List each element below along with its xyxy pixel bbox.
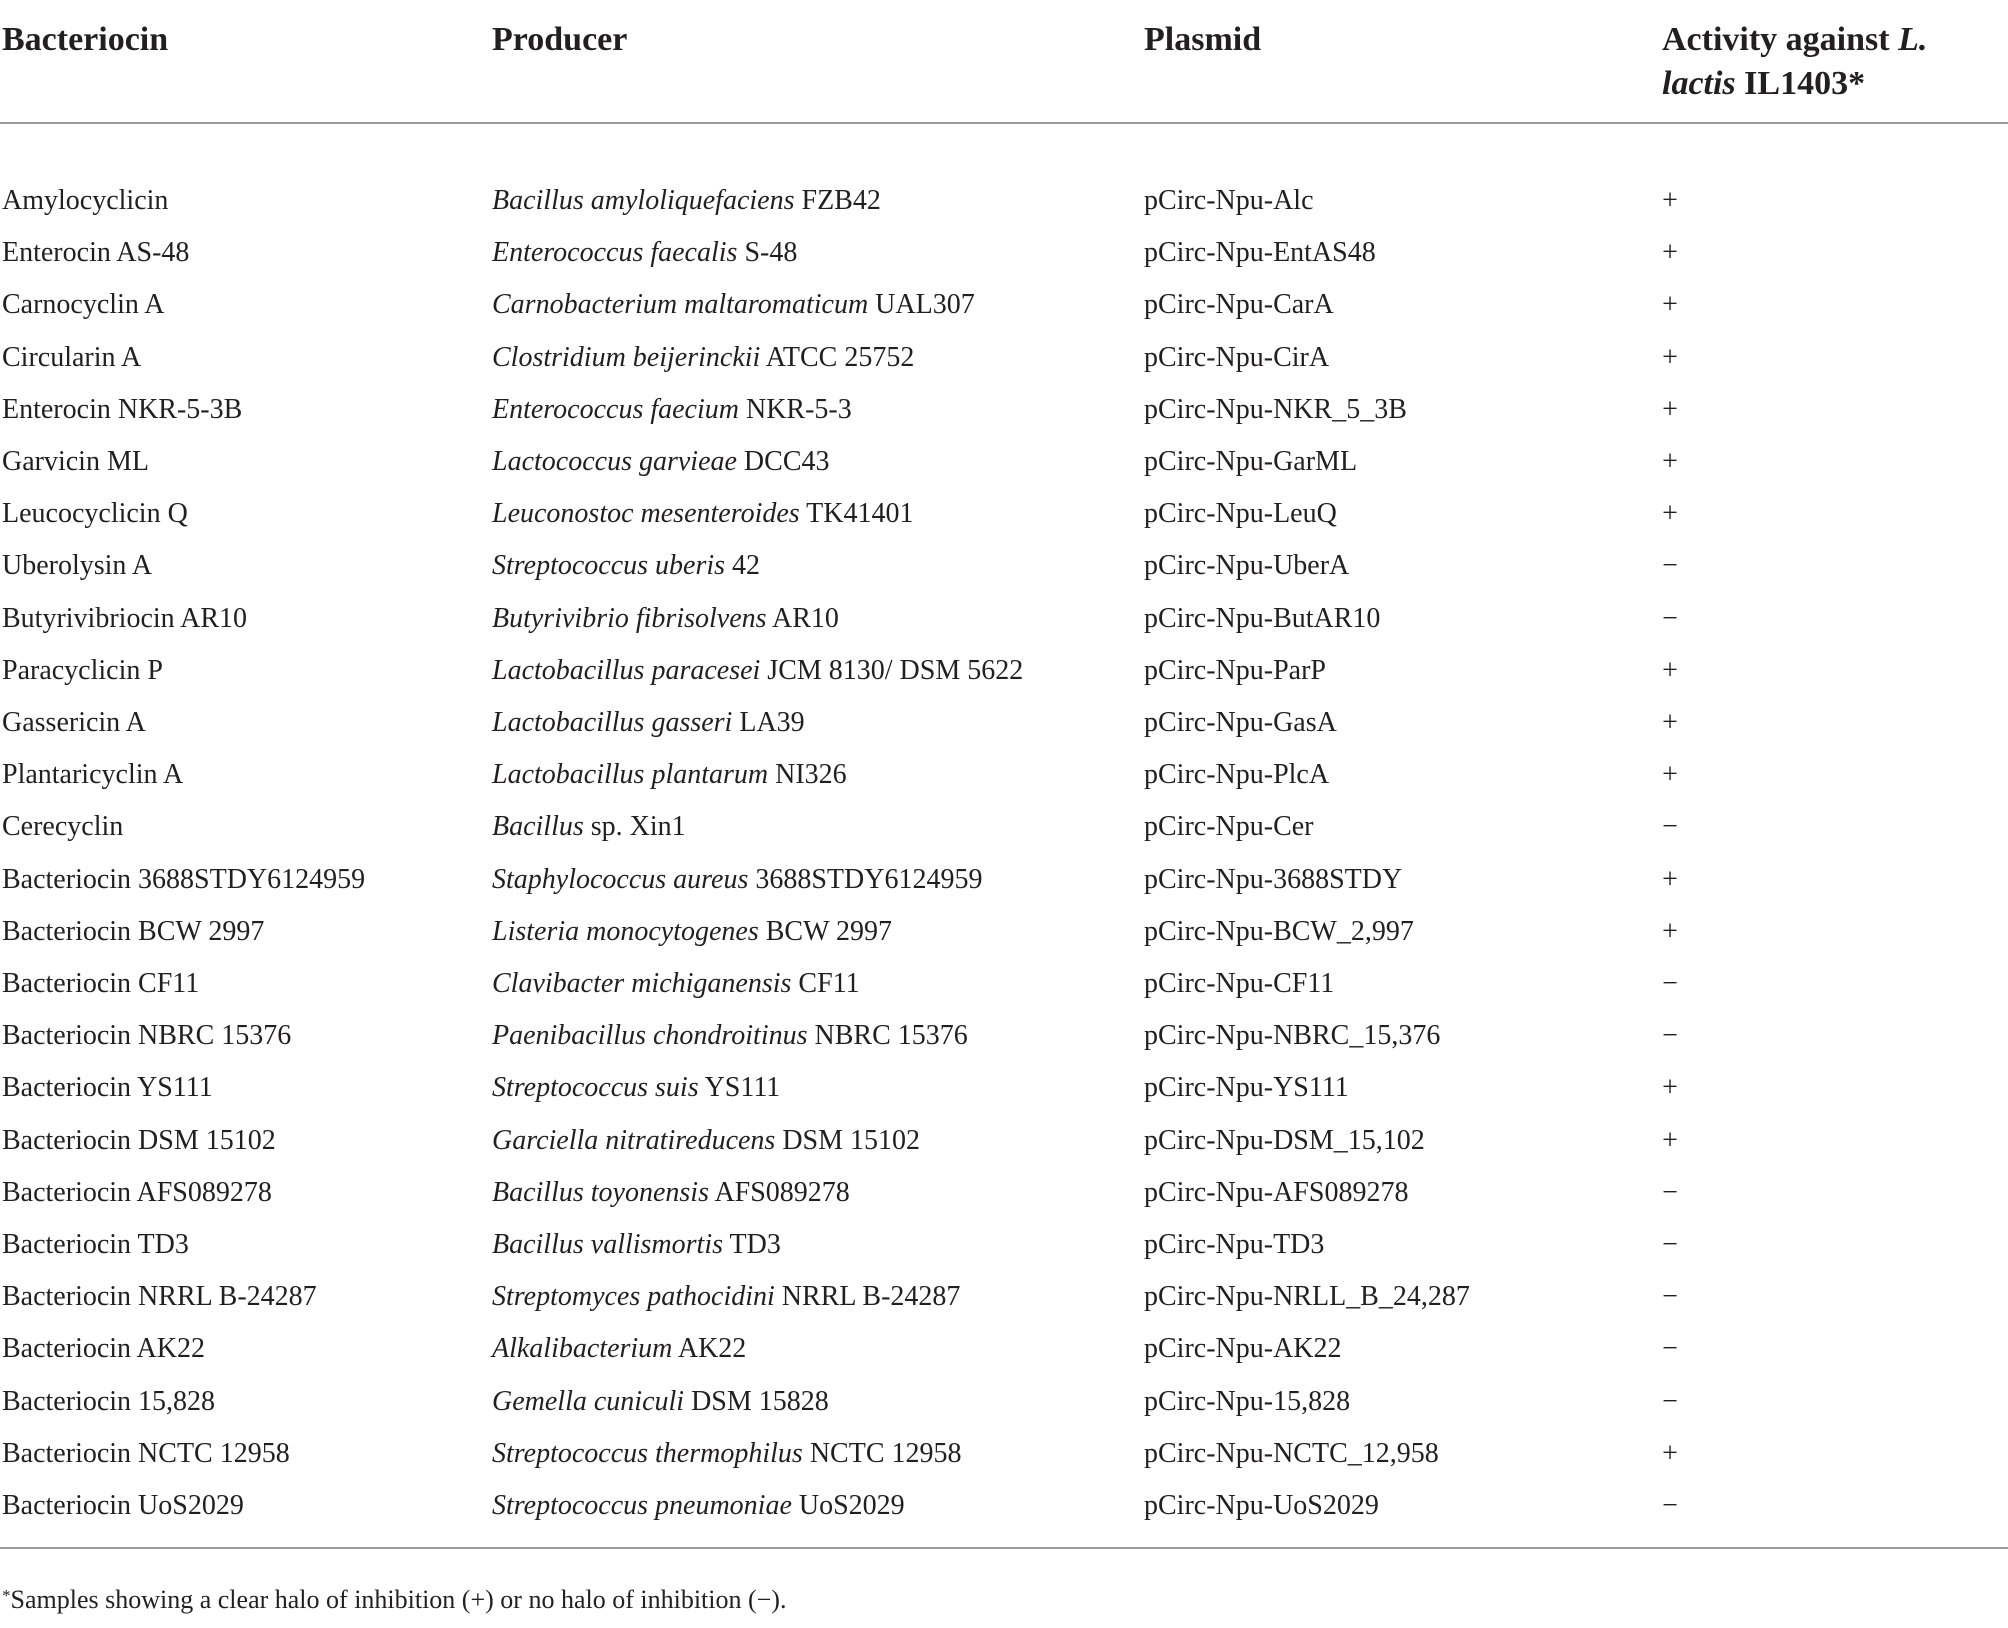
producer-strain: UAL307 — [868, 289, 975, 320]
producer-strain: NBRC 15376 — [807, 1020, 968, 1051]
producer-species: Lactobacillus plantarum — [492, 759, 769, 790]
table-row — [0, 384, 2008, 436]
cell-producer — [492, 332, 914, 384]
cell-bacteriocin: Bacteriocin 15,828 — [2, 1386, 216, 1417]
producer-species: Garciella nitratireducens — [492, 1125, 776, 1156]
cell-bacteriocin: Paracyclicin P — [2, 655, 163, 686]
cell-bacteriocin: Leucocyclicin Q — [2, 498, 188, 529]
producer-species: Gemella cuniculi — [492, 1386, 685, 1417]
producer-species: Streptococcus pneumoniae — [492, 1490, 792, 1521]
cell-activity: + — [1662, 289, 1678, 320]
producer-species: Enterococcus faecium — [492, 394, 739, 425]
cell-plasmid: pCirc-Npu-CarA — [1144, 289, 1334, 320]
cell-plasmid: pCirc-Npu-NKR_5_3B — [1144, 394, 1407, 425]
producer-strain: TK41401 — [799, 498, 914, 529]
table-row — [0, 488, 2008, 540]
cell-bacteriocin: Enterocin AS-48 — [2, 237, 190, 268]
table-row — [0, 1376, 2008, 1428]
table-row — [0, 1115, 2008, 1167]
producer-strain: sp. Xin1 — [583, 811, 686, 842]
producer-species: Carnobacterium maltaromaticum — [492, 289, 869, 320]
cell-activity: + — [1662, 237, 1678, 268]
header-activity-genus: L. — [1898, 21, 1928, 58]
cell-bacteriocin: Bacteriocin NCTC 12958 — [2, 1438, 290, 1469]
table-row — [0, 1167, 2008, 1219]
cell-bacteriocin: Enterocin NKR-5-3B — [2, 394, 243, 425]
table-bottom-rule — [0, 1547, 2008, 1549]
cell-activity: + — [1662, 498, 1678, 529]
producer-strain: 42 — [725, 550, 761, 581]
producer-species: Clostridium beijerinckii — [492, 342, 761, 373]
header-activity — [1662, 18, 1992, 106]
header-activity-species: lactis — [1662, 65, 1736, 102]
cell-activity: + — [1662, 1072, 1678, 1103]
cell-bacteriocin: Cerecyclin — [2, 811, 124, 842]
producer-species: Butyrivibrio fibrisolvens — [492, 603, 767, 634]
cell-plasmid: pCirc-Npu-AFS089278 — [1144, 1177, 1409, 1208]
cell-bacteriocin: Bacteriocin 3688STDY6124959 — [2, 864, 366, 895]
cell-producer — [492, 1376, 829, 1428]
cell-bacteriocin: Bacteriocin CF11 — [2, 968, 200, 999]
producer-species: Bacillus toyonensis — [492, 1177, 709, 1208]
cell-plasmid: pCirc-Npu-YS111 — [1144, 1072, 1349, 1103]
cell-bacteriocin: Bacteriocin TD3 — [2, 1229, 189, 1260]
producer-strain: DCC43 — [736, 446, 830, 477]
cell-producer — [492, 958, 860, 1010]
cell-producer — [492, 436, 830, 488]
cell-plasmid: pCirc-Npu-TD3 — [1144, 1229, 1325, 1260]
table-row — [0, 593, 2008, 645]
table-row — [0, 1323, 2008, 1375]
producer-strain: BCW 2997 — [758, 916, 893, 947]
producer-strain: NCTC 12958 — [802, 1438, 962, 1469]
cell-activity: + — [1662, 864, 1678, 895]
producer-strain: JCM 8130/ DSM 5622 — [760, 655, 1024, 686]
cell-activity: + — [1662, 759, 1678, 790]
producer-strain: TD3 — [723, 1229, 781, 1260]
producer-strain: CF11 — [791, 968, 860, 999]
cell-producer — [492, 488, 914, 540]
producer-strain: YS111 — [698, 1072, 781, 1103]
cell-producer — [492, 801, 686, 853]
cell-activity: + — [1662, 916, 1678, 947]
cell-plasmid: pCirc-Npu-PlcA — [1144, 759, 1330, 790]
header-bacteriocin: Bacteriocin — [2, 21, 169, 58]
producer-species: Enterococcus faecalis — [492, 237, 738, 268]
producer-species: Streptomyces pathocidini — [492, 1281, 775, 1312]
cell-activity: − — [1662, 1281, 1678, 1312]
cell-plasmid: pCirc-Npu-GasA — [1144, 707, 1337, 738]
cell-producer — [492, 645, 1023, 697]
producer-strain: NRRL B-24287 — [774, 1281, 961, 1312]
table-row — [0, 645, 2008, 697]
producer-strain: FZB42 — [794, 185, 881, 216]
cell-producer — [492, 384, 852, 436]
table-row — [0, 540, 2008, 592]
cell-bacteriocin: Bacteriocin DSM 15102 — [2, 1125, 276, 1156]
producer-species: Lactococcus garvieae — [492, 446, 737, 477]
table-footnote — [2, 1582, 786, 1618]
cell-activity: + — [1662, 707, 1678, 738]
table-header — [0, 0, 2008, 124]
cell-plasmid: pCirc-Npu-3688STDY — [1144, 864, 1403, 895]
table-row — [0, 749, 2008, 801]
producer-species: Staphylococcus aureus — [492, 864, 749, 895]
table-row — [0, 906, 2008, 958]
cell-activity: − — [1662, 968, 1678, 999]
producer-species: Lactobacillus gasseri — [492, 707, 733, 738]
footnote-text: Samples showing a clear halo of inhibition (+) or no halo of inhibition (−). — [10, 1585, 787, 1614]
cell-plasmid: pCirc-Npu-UberA — [1144, 550, 1350, 581]
table-row — [0, 227, 2008, 279]
cell-plasmid: pCirc-Npu-GarML — [1144, 446, 1358, 477]
cell-plasmid: pCirc-Npu-Alc — [1144, 185, 1314, 216]
cell-producer — [492, 697, 805, 749]
producer-strain: AR10 — [766, 603, 839, 634]
cell-activity: + — [1662, 342, 1678, 373]
cell-plasmid: pCirc-Npu-NRLL_B_24,287 — [1144, 1281, 1470, 1312]
cell-plasmid: pCirc-Npu-ParP — [1144, 655, 1326, 686]
cell-producer — [492, 1480, 905, 1532]
producer-strain: LA39 — [732, 707, 805, 738]
cell-activity: − — [1662, 1333, 1678, 1364]
cell-bacteriocin: Bacteriocin NBRC 15376 — [2, 1020, 292, 1051]
cell-producer — [492, 1271, 960, 1323]
cell-bacteriocin: Bacteriocin NRRL B-24287 — [2, 1281, 317, 1312]
producer-strain: ATCC 25752 — [760, 342, 915, 373]
footnote-marker: * — [2, 1586, 11, 1605]
table-row — [0, 279, 2008, 331]
producer-strain: DSM 15828 — [684, 1386, 829, 1417]
table-row — [0, 958, 2008, 1010]
producer-species: Lactobacillus paracesei — [492, 655, 761, 686]
cell-producer — [492, 540, 760, 592]
cell-producer — [492, 227, 797, 279]
cell-producer — [492, 1115, 920, 1167]
cell-plasmid: pCirc-Npu-LeuQ — [1144, 498, 1337, 529]
cell-bacteriocin: Bacteriocin AK22 — [2, 1333, 205, 1364]
header-producer: Producer — [492, 21, 628, 58]
cell-producer — [492, 1062, 780, 1114]
producer-species: Streptococcus uberis — [492, 550, 726, 581]
cell-plasmid: pCirc-Npu-NBRC_15,376 — [1144, 1020, 1441, 1051]
cell-bacteriocin: Circularin A — [2, 342, 142, 373]
producer-strain: NKR-5-3 — [738, 394, 852, 425]
cell-bacteriocin: Carnocyclin A — [2, 289, 165, 320]
cell-producer — [492, 749, 847, 801]
cell-plasmid: pCirc-Npu-Cer — [1144, 811, 1314, 842]
table-row — [0, 1428, 2008, 1480]
cell-plasmid: pCirc-Npu-DSM_15,102 — [1144, 1125, 1425, 1156]
cell-activity: − — [1662, 1490, 1678, 1521]
cell-activity: + — [1662, 185, 1678, 216]
cell-activity: + — [1662, 394, 1678, 425]
cell-producer — [492, 1323, 746, 1375]
producer-species: Leuconostoc mesenteroides — [492, 498, 800, 529]
cell-bacteriocin: Uberolysin A — [2, 550, 153, 581]
producer-species: Streptococcus suis — [492, 1072, 699, 1103]
producer-strain: 3688STDY6124959 — [748, 864, 983, 895]
cell-plasmid: pCirc-Npu-CirA — [1144, 342, 1330, 373]
cell-producer — [492, 854, 982, 906]
cell-bacteriocin: Bacteriocin AFS089278 — [2, 1177, 272, 1208]
producer-strain: AFS089278 — [708, 1177, 850, 1208]
table-row — [0, 332, 2008, 384]
header-activity-prefix: Activity against — [1662, 21, 1899, 58]
cell-plasmid: pCirc-Npu-15,828 — [1144, 1386, 1351, 1417]
cell-producer — [492, 175, 881, 227]
cell-plasmid: pCirc-Npu-NCTC_12,958 — [1144, 1438, 1439, 1469]
table-row — [0, 1219, 2008, 1271]
cell-plasmid: pCirc-Npu-ButAR10 — [1144, 603, 1381, 634]
cell-activity: − — [1662, 1386, 1678, 1417]
cell-plasmid: pCirc-Npu-UoS2029 — [1144, 1490, 1379, 1521]
header-plasmid: Plasmid — [1144, 21, 1262, 58]
cell-producer — [492, 279, 975, 331]
cell-producer — [492, 1010, 968, 1062]
table-row — [0, 1010, 2008, 1062]
header-divider — [0, 122, 2008, 124]
producer-species: Streptococcus thermophilus — [492, 1438, 803, 1469]
table-row — [0, 1062, 2008, 1114]
producer-species: Bacillus vallismortis — [492, 1229, 723, 1260]
cell-bacteriocin: Bacteriocin BCW 2997 — [2, 916, 265, 947]
table-row — [0, 697, 2008, 749]
cell-activity: − — [1662, 1229, 1678, 1260]
cell-activity: − — [1662, 1177, 1678, 1208]
cell-bacteriocin: Bacteriocin UoS2029 — [2, 1490, 244, 1521]
producer-strain: UoS2029 — [791, 1490, 905, 1521]
table-row — [0, 1480, 2008, 1532]
cell-bacteriocin: Gassericin A — [2, 707, 146, 738]
cell-producer — [492, 1167, 850, 1219]
cell-bacteriocin: Butyrivibriocin AR10 — [2, 603, 247, 634]
cell-producer — [492, 1219, 781, 1271]
producer-strain: NI326 — [768, 759, 847, 790]
producer-species: Listeria monocytogenes — [492, 916, 759, 947]
producer-strain: AK22 — [672, 1333, 747, 1364]
producer-species: Clavibacter michiganensis — [492, 968, 792, 999]
cell-activity: + — [1662, 1125, 1678, 1156]
cell-activity: + — [1662, 446, 1678, 477]
cell-plasmid: pCirc-Npu-CF11 — [1144, 968, 1335, 999]
cell-plasmid: pCirc-Npu-EntAS48 — [1144, 237, 1376, 268]
producer-species: Bacillus — [492, 811, 584, 842]
cell-activity: − — [1662, 550, 1678, 581]
cell-activity: − — [1662, 1020, 1678, 1051]
cell-plasmid: pCirc-Npu-BCW_2,997 — [1144, 916, 1414, 947]
producer-strain: DSM 15102 — [775, 1125, 921, 1156]
cell-activity: + — [1662, 1438, 1678, 1469]
cell-bacteriocin: Plantaricyclin A — [2, 759, 184, 790]
cell-activity: − — [1662, 811, 1678, 842]
cell-plasmid: pCirc-Npu-AK22 — [1144, 1333, 1342, 1364]
cell-producer — [492, 593, 839, 645]
producer-species: Bacillus amyloliquefaciens — [492, 185, 795, 216]
cell-bacteriocin: Garvicin ML — [2, 446, 149, 477]
producer-species: Paenibacillus chondroitinus — [492, 1020, 808, 1051]
table-row — [0, 854, 2008, 906]
table-row — [0, 801, 2008, 853]
cell-bacteriocin: Amylocyclicin — [2, 185, 169, 216]
cell-activity: − — [1662, 603, 1678, 634]
cell-activity: + — [1662, 655, 1678, 686]
producer-species: Alkalibacterium — [492, 1333, 673, 1364]
cell-producer — [492, 1428, 962, 1480]
table-row — [0, 175, 2008, 227]
cell-bacteriocin: Bacteriocin YS111 — [2, 1072, 213, 1103]
table-row — [0, 1271, 2008, 1323]
table-row — [0, 436, 2008, 488]
cell-producer — [492, 906, 892, 958]
producer-strain: S-48 — [737, 237, 798, 268]
header-activity-suffix: IL1403* — [1735, 65, 1866, 102]
